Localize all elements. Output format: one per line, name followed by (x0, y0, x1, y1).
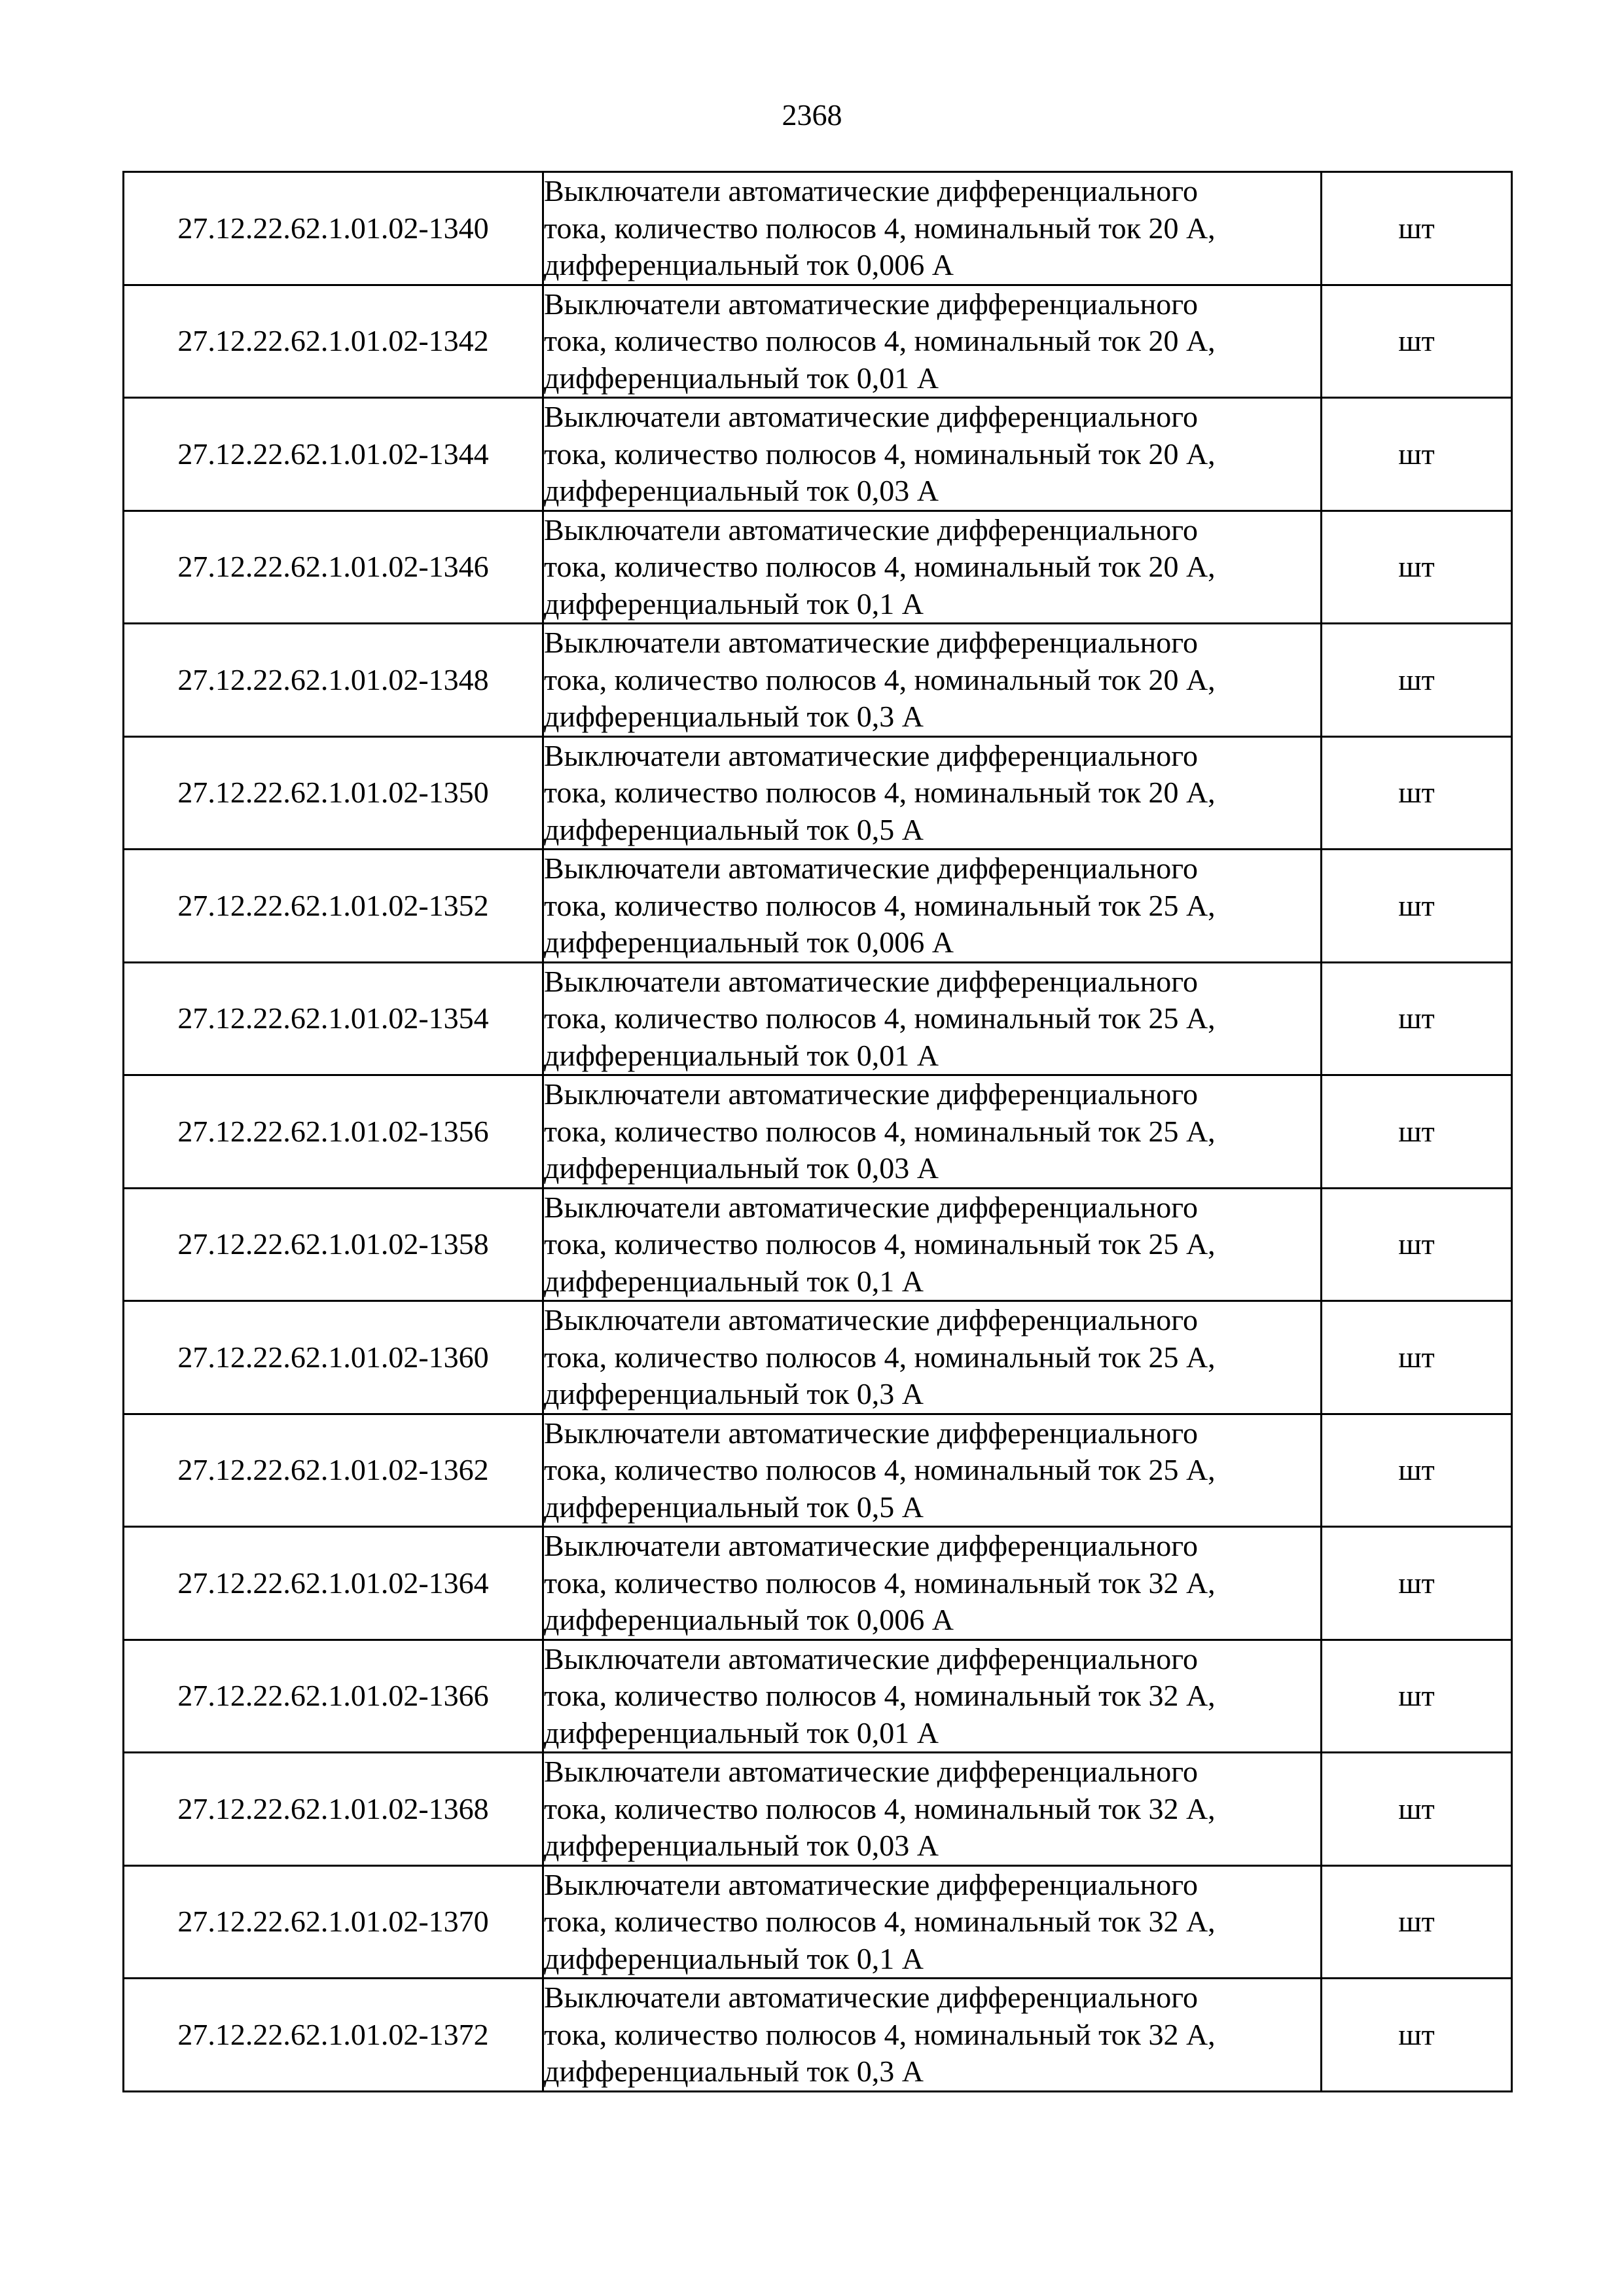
item-description (543, 1753, 1322, 1866)
item-description (543, 1979, 1322, 2092)
item-code: 27.12.22.62.1.01.02-1348 (124, 624, 543, 737)
item-unit: шт (1322, 398, 1512, 511)
item-description-line: дифференциальный ток 0,3 А (544, 1377, 924, 1410)
item-unit: шт (1322, 850, 1512, 963)
item-description (543, 285, 1322, 398)
item-description-line: тока, количество полюсов 4, номинальный ток 20 А, (544, 324, 1216, 357)
table-row (124, 1414, 1512, 1527)
item-description-line: дифференциальный ток 0,01 А (544, 1038, 939, 1072)
item-description (543, 736, 1322, 850)
item-code: 27.12.22.62.1.01.02-1352 (124, 850, 543, 963)
item-description-line: тока, количество полюсов 4, номинальный ток 25 А, (544, 1340, 1216, 1374)
item-code: 27.12.22.62.1.01.02-1364 (124, 1527, 543, 1640)
item-description-line: тока, количество полюсов 4, номинальный ток 25 А, (544, 1453, 1216, 1486)
item-code: 27.12.22.62.1.01.02-1346 (124, 511, 543, 624)
table-row (124, 1301, 1512, 1414)
item-description-line: Выключатели автоматические дифференциального (544, 512, 1198, 547)
item-unit: шт (1322, 285, 1512, 398)
item-code: 27.12.22.62.1.01.02-1340 (124, 172, 543, 285)
table-row (124, 850, 1512, 963)
item-description (543, 1640, 1322, 1753)
item-description-line: Выключатели автоматические дифференциального (544, 1416, 1198, 1450)
item-description-line: Выключатели автоматические дифференциального (544, 400, 1198, 433)
item-description-line: Выключатели автоматические дифференциального (544, 1981, 1198, 2014)
item-description-line: дифференциальный ток 0,1 А (544, 1941, 924, 1975)
item-description-line: Выключатели автоматические дифференциального (544, 852, 1198, 885)
item-description-line: Выключатели автоматические дифференциального (544, 1077, 1198, 1111)
item-description-line: дифференциальный ток 0,01 А (544, 1715, 939, 1749)
item-description (543, 398, 1322, 511)
table-row (124, 1527, 1512, 1640)
table-row (124, 511, 1512, 624)
item-description-line: тока, количество полюсов 4, номинальный ток 20 А, (544, 662, 1216, 696)
item-description-line: дифференциальный ток 0,006 А (544, 248, 954, 281)
item-code: 27.12.22.62.1.01.02-1370 (124, 1865, 543, 1979)
item-description-line: Выключатели автоматические дифференциального (544, 626, 1198, 659)
item-code: 27.12.22.62.1.01.02-1342 (124, 285, 543, 398)
item-description-line: Выключатели автоматические дифференциального (544, 1867, 1198, 1901)
item-description (543, 511, 1322, 624)
item-description (543, 1188, 1322, 1301)
table-row (124, 1075, 1512, 1189)
item-description-line: дифференциальный ток 0,03 А (544, 1151, 939, 1185)
item-description-line: тока, количество полюсов 4, номинальный ток 32 А, (544, 1679, 1216, 1712)
item-description-line: дифференциальный ток 0,3 А (544, 2054, 924, 2088)
item-code: 27.12.22.62.1.01.02-1350 (124, 736, 543, 850)
item-description-line: Выключатели автоматические дифференциального (544, 738, 1198, 772)
item-description-line: дифференциальный ток 0,5 А (544, 812, 924, 846)
table-row (124, 1640, 1512, 1753)
table-row (124, 398, 1512, 511)
item-description-line: тока, количество полюсов 4, номинальный ток 32 А, (544, 1905, 1216, 1938)
table-row (124, 736, 1512, 850)
item-unit: шт (1322, 1527, 1512, 1640)
item-description-line: дифференциальный ток 0,01 А (544, 361, 939, 395)
item-description-line: дифференциальный ток 0,3 А (544, 700, 924, 733)
table-row (124, 172, 1512, 285)
item-unit: шт (1322, 1188, 1512, 1301)
item-description-line: тока, количество полюсов 4, номинальный ток 32 А, (544, 2017, 1216, 2051)
table-row (124, 624, 1512, 737)
item-code: 27.12.22.62.1.01.02-1368 (124, 1753, 543, 1866)
items-table-body (124, 172, 1512, 2092)
item-description-line: дифференциальный ток 0,006 А (544, 1603, 954, 1636)
item-code: 27.12.22.62.1.01.02-1366 (124, 1640, 543, 1753)
item-description-line: дифференциальный ток 0,1 А (544, 586, 924, 620)
item-description (543, 1301, 1322, 1414)
item-description-line: Выключатели автоматические дифференциального (544, 174, 1198, 207)
item-description-line: дифференциальный ток 0,5 А (544, 1490, 924, 1524)
item-description (543, 850, 1322, 963)
item-description-line: дифференциальный ток 0,1 А (544, 1264, 924, 1298)
items-table (122, 171, 1513, 2092)
table-row (124, 1979, 1512, 2092)
item-unit: шт (1322, 1979, 1512, 2092)
item-description (543, 1414, 1322, 1527)
item-description-line: тока, количество полюсов 4, номинальный ток 20 А, (544, 550, 1216, 583)
item-code: 27.12.22.62.1.01.02-1362 (124, 1414, 543, 1527)
item-description (543, 1075, 1322, 1189)
item-unit: шт (1322, 1865, 1512, 1979)
item-description (543, 1865, 1322, 1979)
item-description-line: тока, количество полюсов 4, номинальный ток 32 А, (544, 1791, 1216, 1825)
item-description-line: дифференциальный ток 0,03 А (544, 1829, 939, 1862)
item-code: 27.12.22.62.1.01.02-1358 (124, 1188, 543, 1301)
item-unit: шт (1322, 962, 1512, 1075)
item-unit: шт (1322, 736, 1512, 850)
item-description-line: тока, количество полюсов 4, номинальный ток 32 А, (544, 1566, 1216, 1600)
item-unit: шт (1322, 1301, 1512, 1414)
item-description-line: Выключатели автоматические дифференциального (544, 1529, 1198, 1562)
item-unit: шт (1322, 172, 1512, 285)
item-description-line: тока, количество полюсов 4, номинальный ток 25 А, (544, 1114, 1216, 1148)
item-code: 27.12.22.62.1.01.02-1372 (124, 1979, 543, 2092)
item-description (543, 172, 1322, 285)
item-unit: шт (1322, 1753, 1512, 1866)
item-description (543, 1527, 1322, 1640)
item-description-line: дифференциальный ток 0,006 А (544, 925, 954, 959)
table-row (124, 1753, 1512, 1866)
item-description (543, 624, 1322, 737)
item-unit: шт (1322, 1414, 1512, 1527)
item-description-line: тока, количество полюсов 4, номинальный ток 25 А, (544, 1001, 1216, 1035)
item-description-line: Выключатели автоматические дифференциального (544, 964, 1198, 998)
item-description-line: дифференциальный ток 0,03 А (544, 474, 939, 507)
item-code: 27.12.22.62.1.01.02-1354 (124, 962, 543, 1075)
table-row (124, 285, 1512, 398)
item-description-line: Выключатели автоматические дифференциального (544, 1190, 1198, 1224)
page-number: 2368 (782, 98, 842, 132)
item-unit: шт (1322, 1640, 1512, 1753)
item-description-line: тока, количество полюсов 4, номинальный ток 25 А, (544, 1227, 1216, 1261)
item-description-line: Выключатели автоматические дифференциального (544, 1641, 1198, 1676)
table-row (124, 1188, 1512, 1301)
item-description-line: Выключатели автоматические дифференциального (544, 1755, 1198, 1788)
item-description-line: тока, количество полюсов 4, номинальный ток 25 А, (544, 888, 1216, 922)
item-unit: шт (1322, 624, 1512, 737)
table-row (124, 962, 1512, 1075)
item-description-line: тока, количество полюсов 4, номинальный ток 20 А, (544, 776, 1216, 809)
item-description-line: Выключатели автоматические дифференциального (544, 1303, 1198, 1336)
item-code: 27.12.22.62.1.01.02-1356 (124, 1075, 543, 1189)
item-code: 27.12.22.62.1.01.02-1344 (124, 398, 543, 511)
item-code: 27.12.22.62.1.01.02-1360 (124, 1301, 543, 1414)
item-unit: шт (1322, 511, 1512, 624)
item-description (543, 962, 1322, 1075)
item-description-line: тока, количество полюсов 4, номинальный ток 20 А, (544, 437, 1216, 471)
item-unit: шт (1322, 1075, 1512, 1189)
item-description-line: тока, количество полюсов 4, номинальный ток 20 А, (544, 211, 1216, 245)
table-row (124, 1865, 1512, 1979)
item-description-line: Выключатели автоматические дифференциального (544, 287, 1198, 321)
